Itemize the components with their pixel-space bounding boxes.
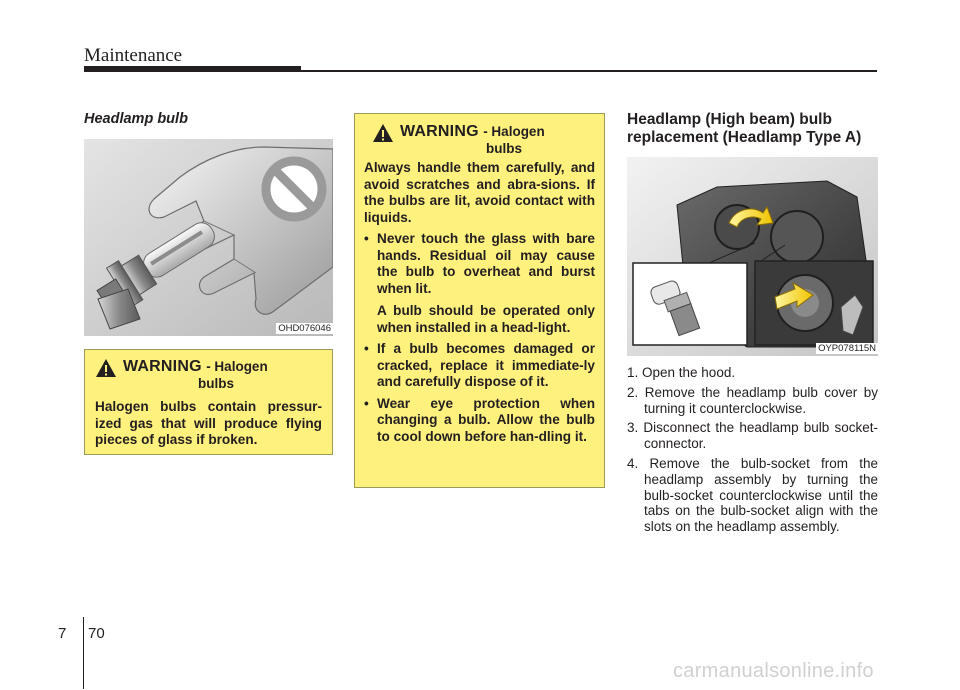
procedure-step: 1. Open the hood. [627,365,736,380]
warning-triangle-icon [372,123,394,143]
warning-subject: - Halogen [483,124,545,139]
page-separator [83,617,84,689]
warning-subject-line2: bulbs [198,376,234,391]
warning-box-middle [354,113,605,488]
figure-code-left: OHD076046 [278,323,331,334]
hand-holding-bulb-figure [84,139,333,336]
warning-body: Halogen bulbs contain pressur-ized gas that will produce flying pieces of glass if broken. [95,399,322,447]
procedure-step: 2. Remove the headlamp bulb cover by turning it counterclockwise. [627,384,878,416]
procedure-heading: Headlamp (High beam) bulb replacement (Headlamp Type A) [627,111,862,146]
figure-code-right: OYP078115N [818,343,876,354]
page-number: 70 [88,625,105,642]
warning-subject: - Halogen [206,359,268,374]
warning-word: WARNING [400,123,479,140]
warning-bullet-note: A bulb should be operated only when installed in a head-light. [377,303,595,335]
procedure-step: 4. Remove the bulb-socket from the headlamp assembly by turning the bulb-socket counterclockwise until the tabs on the bulb-socket align with the slots on the headlamp assembly. [627,455,878,535]
procedure-steps [627,365,878,539]
page-chapter-number: 7 [58,625,67,642]
procedure-step: 3. Disconnect the headlamp bulb socket-connector. [627,420,878,452]
section-title: Maintenance [84,45,183,66]
warning-intro: Always handle them carefully, and avoid scratches and abra-sions. If the bulbs are lit, avoid contact with liquids. [364,160,595,225]
warning-bullet: • Never touch the glass with bare hands. Residual oil may cause the bulb to overheat and burst when lit. A bulb should be operated only when installed in a head-light. [364,231,595,335]
header-rule-thick [84,66,301,72]
warning-subject-line2: bulbs [486,141,522,156]
warning-word: WARNING [123,358,202,375]
watermark: carmanualsonline.info [673,660,874,682]
warning-bullet: • If a bulb becomes damaged or cracked, replace it immediate-ly and carefully dispose of it. [364,341,595,389]
headlamp-bulb-subheading: Headlamp bulb [84,111,188,127]
warning-bullet-list [364,231,595,445]
warning-triangle-icon [95,358,117,378]
warning-bullet: • Wear eye protection when changing a bulb. Allow the bulb to cool down before han-dling it. [364,395,595,444]
warning-box-left [84,349,333,455]
header-rule-thin [301,70,877,72]
headlamp-assembly-figure [627,157,878,356]
